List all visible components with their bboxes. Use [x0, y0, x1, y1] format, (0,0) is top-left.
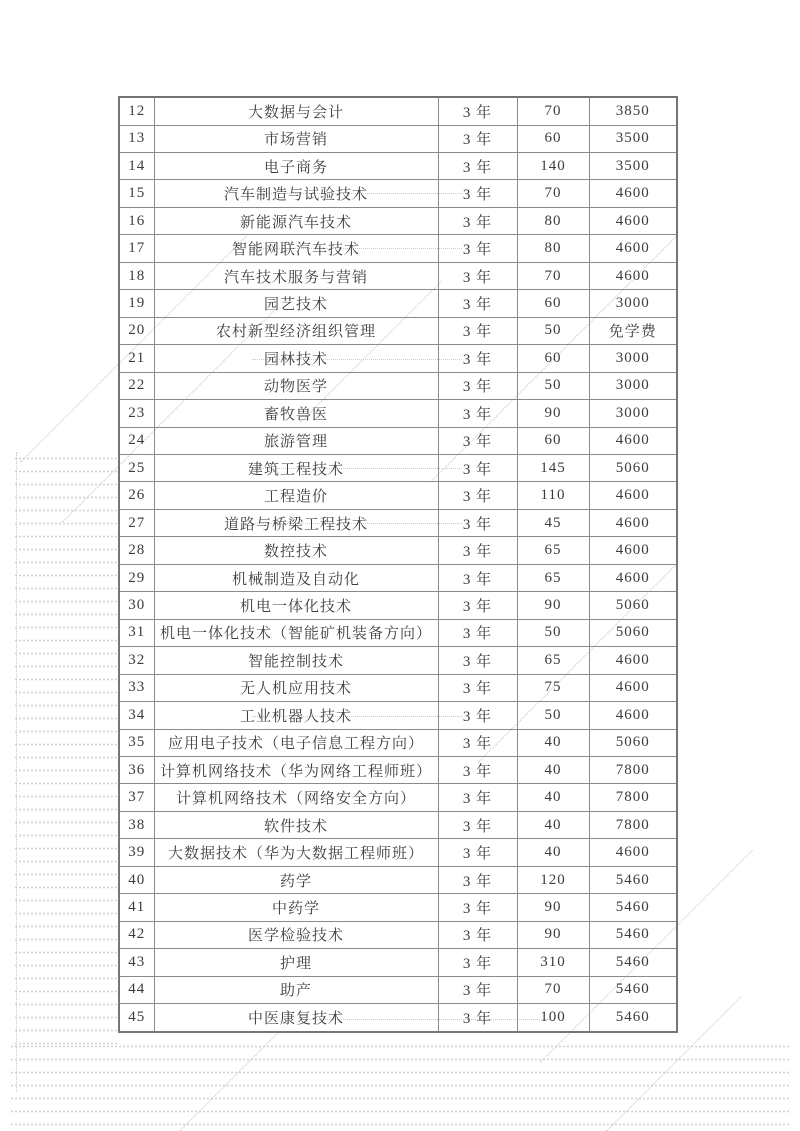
table-row	[119, 235, 677, 262]
enrollment-cell: 90	[517, 400, 589, 427]
duration-cell: 3 年	[438, 290, 517, 317]
watermark-dotted-lines-bottom	[10, 1040, 790, 1131]
duration-cell: 3 年	[438, 125, 517, 152]
major-name-cell: 机电一体化技术（智能矿机装备方向）	[154, 619, 438, 646]
table-row	[119, 866, 677, 893]
tuition-fee-cell: 5060	[589, 729, 677, 756]
major-name-cell: 园林技术	[154, 345, 438, 372]
enrollment-cell: 90	[517, 592, 589, 619]
tuition-fee-cell: 5460	[589, 976, 677, 1003]
duration-cell: 3 年	[438, 866, 517, 893]
table-row	[119, 455, 677, 482]
enrollment-cell: 120	[517, 866, 589, 893]
major-name-cell: 农村新型经济组织管理	[154, 317, 438, 344]
enrollment-cell: 60	[517, 345, 589, 372]
duration-cell: 3 年	[438, 921, 517, 948]
table-row	[119, 729, 677, 756]
tuition-fee-cell: 4600	[589, 482, 677, 509]
major-name-cell: 机电一体化技术	[154, 592, 438, 619]
enrollment-cell: 60	[517, 290, 589, 317]
enrollment-cell: 50	[517, 317, 589, 344]
tuition-fee-cell: 3000	[589, 345, 677, 372]
major-name-cell: 数控技术	[154, 537, 438, 564]
table-row	[119, 894, 677, 921]
tuition-fee-cell: 4600	[589, 235, 677, 262]
major-name-cell: 工程造价	[154, 482, 438, 509]
duration-cell: 3 年	[438, 345, 517, 372]
major-name-cell: 大数据技术（华为大数据工程师班）	[154, 839, 438, 866]
major-name-cell: 新能源汽车技术	[154, 207, 438, 234]
tuition-fee-cell: 4600	[589, 647, 677, 674]
major-name-cell: 无人机应用技术	[154, 674, 438, 701]
duration-cell: 3 年	[438, 839, 517, 866]
duration-cell: 3 年	[438, 757, 517, 784]
tuition-fee-cell: 3000	[589, 400, 677, 427]
tuition-fee-cell: 3500	[589, 125, 677, 152]
table-row	[119, 207, 677, 234]
duration-cell: 3 年	[438, 564, 517, 591]
table-row	[119, 482, 677, 509]
enrollment-cell: 65	[517, 564, 589, 591]
duration-cell: 3 年	[438, 482, 517, 509]
duration-cell: 3 年	[438, 949, 517, 976]
duration-cell: 3 年	[438, 97, 517, 125]
enrollment-cell: 40	[517, 811, 589, 838]
table-row	[119, 757, 677, 784]
row-number-cell: 24	[119, 427, 154, 454]
row-number-cell: 45	[119, 1004, 154, 1032]
tuition-fee-cell: 3000	[589, 372, 677, 399]
major-name-cell: 智能控制技术	[154, 647, 438, 674]
enrollment-cell: 65	[517, 647, 589, 674]
enrollment-cell: 90	[517, 894, 589, 921]
duration-cell: 3 年	[438, 400, 517, 427]
table-row	[119, 345, 677, 372]
watermark-dotted-lines-left	[14, 452, 117, 1052]
table-row	[119, 811, 677, 838]
enrollment-cell: 310	[517, 949, 589, 976]
duration-cell: 3 年	[438, 509, 517, 536]
enrollment-cell: 50	[517, 372, 589, 399]
enrollment-cell: 110	[517, 482, 589, 509]
enrollment-cell: 60	[517, 125, 589, 152]
row-number-cell: 19	[119, 290, 154, 317]
duration-cell: 3 年	[438, 811, 517, 838]
enrollment-cell: 50	[517, 702, 589, 729]
duration-cell: 3 年	[438, 317, 517, 344]
tuition-fee-cell: 4600	[589, 262, 677, 289]
table-row	[119, 674, 677, 701]
duration-cell: 3 年	[438, 455, 517, 482]
tuition-fee-cell: 5460	[589, 949, 677, 976]
enrollment-cell: 60	[517, 427, 589, 454]
duration-cell: 3 年	[438, 235, 517, 262]
tuition-fee-cell: 3850	[589, 97, 677, 125]
table-row	[119, 592, 677, 619]
tuition-fee-cell: 4600	[589, 839, 677, 866]
major-name-cell: 软件技术	[154, 811, 438, 838]
table-row	[119, 839, 677, 866]
row-number-cell: 21	[119, 345, 154, 372]
row-number-cell: 44	[119, 976, 154, 1003]
tuition-fee-cell: 5460	[589, 894, 677, 921]
duration-cell: 3 年	[438, 1004, 517, 1032]
tuition-fee-cell: 5060	[589, 619, 677, 646]
enrollment-cell: 65	[517, 537, 589, 564]
table-row	[119, 921, 677, 948]
table-row	[119, 125, 677, 152]
row-number-cell: 14	[119, 153, 154, 180]
duration-cell: 3 年	[438, 702, 517, 729]
enrollment-cell: 70	[517, 180, 589, 207]
tuition-fee-cell: 5060	[589, 455, 677, 482]
row-number-cell: 39	[119, 839, 154, 866]
major-name-cell: 智能网联汽车技术	[154, 235, 438, 262]
duration-cell: 3 年	[438, 619, 517, 646]
tuition-fee-cell: 7800	[589, 757, 677, 784]
major-name-cell: 药学	[154, 866, 438, 893]
enrollment-cell: 70	[517, 976, 589, 1003]
duration-cell: 3 年	[438, 647, 517, 674]
row-number-cell: 35	[119, 729, 154, 756]
enrollment-cell: 40	[517, 757, 589, 784]
watermark-line	[16, 452, 17, 1092]
duration-cell: 3 年	[438, 674, 517, 701]
major-name-cell: 汽车制造与试验技术	[154, 180, 438, 207]
enrollment-cell: 70	[517, 262, 589, 289]
table-row	[119, 400, 677, 427]
enrollment-cell: 75	[517, 674, 589, 701]
row-number-cell: 16	[119, 207, 154, 234]
major-name-cell: 工业机器人技术	[154, 702, 438, 729]
tuition-fee-cell: 3500	[589, 153, 677, 180]
table-row	[119, 427, 677, 454]
tuition-fee-cell: 4600	[589, 702, 677, 729]
major-name-cell: 汽车技术服务与营销	[154, 262, 438, 289]
major-name-cell: 医学检验技术	[154, 921, 438, 948]
tuition-fee-cell: 5460	[589, 921, 677, 948]
table-row	[119, 97, 677, 125]
tuition-fee-cell: 4600	[589, 207, 677, 234]
row-number-cell: 42	[119, 921, 154, 948]
tuition-fee-cell: 4600	[589, 180, 677, 207]
tuition-fee-cell: 7800	[589, 784, 677, 811]
row-number-cell: 29	[119, 564, 154, 591]
duration-cell: 3 年	[438, 976, 517, 1003]
table-row	[119, 180, 677, 207]
row-number-cell: 28	[119, 537, 154, 564]
row-number-cell: 15	[119, 180, 154, 207]
table-row	[119, 784, 677, 811]
row-number-cell: 34	[119, 702, 154, 729]
tuition-fee-cell: 4600	[589, 427, 677, 454]
enrollment-cell: 145	[517, 455, 589, 482]
table-row	[119, 1004, 677, 1032]
tuition-fee-cell: 4600	[589, 564, 677, 591]
table-row	[119, 372, 677, 399]
tuition-fee-cell: 4600	[589, 674, 677, 701]
major-name-cell: 应用电子技术（电子信息工程方向）	[154, 729, 438, 756]
duration-cell: 3 年	[438, 262, 517, 289]
enrollment-cell: 100	[517, 1004, 589, 1032]
row-number-cell: 41	[119, 894, 154, 921]
table-row	[119, 290, 677, 317]
row-number-cell: 43	[119, 949, 154, 976]
tuition-fee-cell: 3000	[589, 290, 677, 317]
major-name-cell: 市场营销	[154, 125, 438, 152]
row-number-cell: 38	[119, 811, 154, 838]
enrollment-cell: 140	[517, 153, 589, 180]
majors-enrollment-table	[118, 96, 678, 1033]
duration-cell: 3 年	[438, 180, 517, 207]
major-name-cell: 中医康复技术	[154, 1004, 438, 1032]
row-number-cell: 27	[119, 509, 154, 536]
major-name-cell: 旅游管理	[154, 427, 438, 454]
table-row	[119, 262, 677, 289]
tuition-fee-cell: 免学费	[589, 317, 677, 344]
enrollment-cell: 80	[517, 235, 589, 262]
row-number-cell: 20	[119, 317, 154, 344]
table-row	[119, 153, 677, 180]
duration-cell: 3 年	[438, 592, 517, 619]
table-row	[119, 317, 677, 344]
major-name-cell: 园艺技术	[154, 290, 438, 317]
duration-cell: 3 年	[438, 207, 517, 234]
duration-cell: 3 年	[438, 784, 517, 811]
row-number-cell: 33	[119, 674, 154, 701]
tuition-fee-cell: 5460	[589, 866, 677, 893]
duration-cell: 3 年	[438, 372, 517, 399]
table-row	[119, 702, 677, 729]
enrollment-cell: 45	[517, 509, 589, 536]
table-row	[119, 949, 677, 976]
duration-cell: 3 年	[438, 427, 517, 454]
major-name-cell: 建筑工程技术	[154, 455, 438, 482]
tuition-fee-cell: 4600	[589, 537, 677, 564]
major-name-cell: 计算机网络技术（网络安全方向）	[154, 784, 438, 811]
tuition-fee-cell: 5060	[589, 592, 677, 619]
major-name-cell: 电子商务	[154, 153, 438, 180]
enrollment-cell: 50	[517, 619, 589, 646]
major-name-cell: 助产	[154, 976, 438, 1003]
row-number-cell: 26	[119, 482, 154, 509]
major-name-cell: 计算机网络技术（华为网络工程师班）	[154, 757, 438, 784]
enrollment-cell: 40	[517, 784, 589, 811]
major-name-cell: 大数据与会计	[154, 97, 438, 125]
table-body	[119, 97, 677, 1032]
duration-cell: 3 年	[438, 153, 517, 180]
row-number-cell: 31	[119, 619, 154, 646]
tuition-fee-cell: 4600	[589, 509, 677, 536]
major-name-cell: 中药学	[154, 894, 438, 921]
major-name-cell: 护理	[154, 949, 438, 976]
enrollment-cell: 40	[517, 729, 589, 756]
table-row	[119, 619, 677, 646]
major-name-cell: 畜牧兽医	[154, 400, 438, 427]
row-number-cell: 40	[119, 866, 154, 893]
row-number-cell: 17	[119, 235, 154, 262]
row-number-cell: 32	[119, 647, 154, 674]
row-number-cell: 18	[119, 262, 154, 289]
tuition-fee-cell: 5460	[589, 1004, 677, 1032]
table-row	[119, 647, 677, 674]
major-name-cell: 机械制造及自动化	[154, 564, 438, 591]
table-row	[119, 509, 677, 536]
row-number-cell: 23	[119, 400, 154, 427]
major-name-cell: 道路与桥梁工程技术	[154, 509, 438, 536]
enrollment-cell: 70	[517, 97, 589, 125]
row-number-cell: 13	[119, 125, 154, 152]
duration-cell: 3 年	[438, 729, 517, 756]
row-number-cell: 25	[119, 455, 154, 482]
table-row	[119, 976, 677, 1003]
table-row	[119, 564, 677, 591]
major-name-cell: 动物医学	[154, 372, 438, 399]
table-row	[119, 537, 677, 564]
duration-cell: 3 年	[438, 537, 517, 564]
enrollment-cell: 40	[517, 839, 589, 866]
row-number-cell: 37	[119, 784, 154, 811]
tuition-fee-cell: 7800	[589, 811, 677, 838]
duration-cell: 3 年	[438, 894, 517, 921]
row-number-cell: 12	[119, 97, 154, 125]
row-number-cell: 30	[119, 592, 154, 619]
enrollment-cell: 90	[517, 921, 589, 948]
enrollment-cell: 80	[517, 207, 589, 234]
row-number-cell: 36	[119, 757, 154, 784]
row-number-cell: 22	[119, 372, 154, 399]
